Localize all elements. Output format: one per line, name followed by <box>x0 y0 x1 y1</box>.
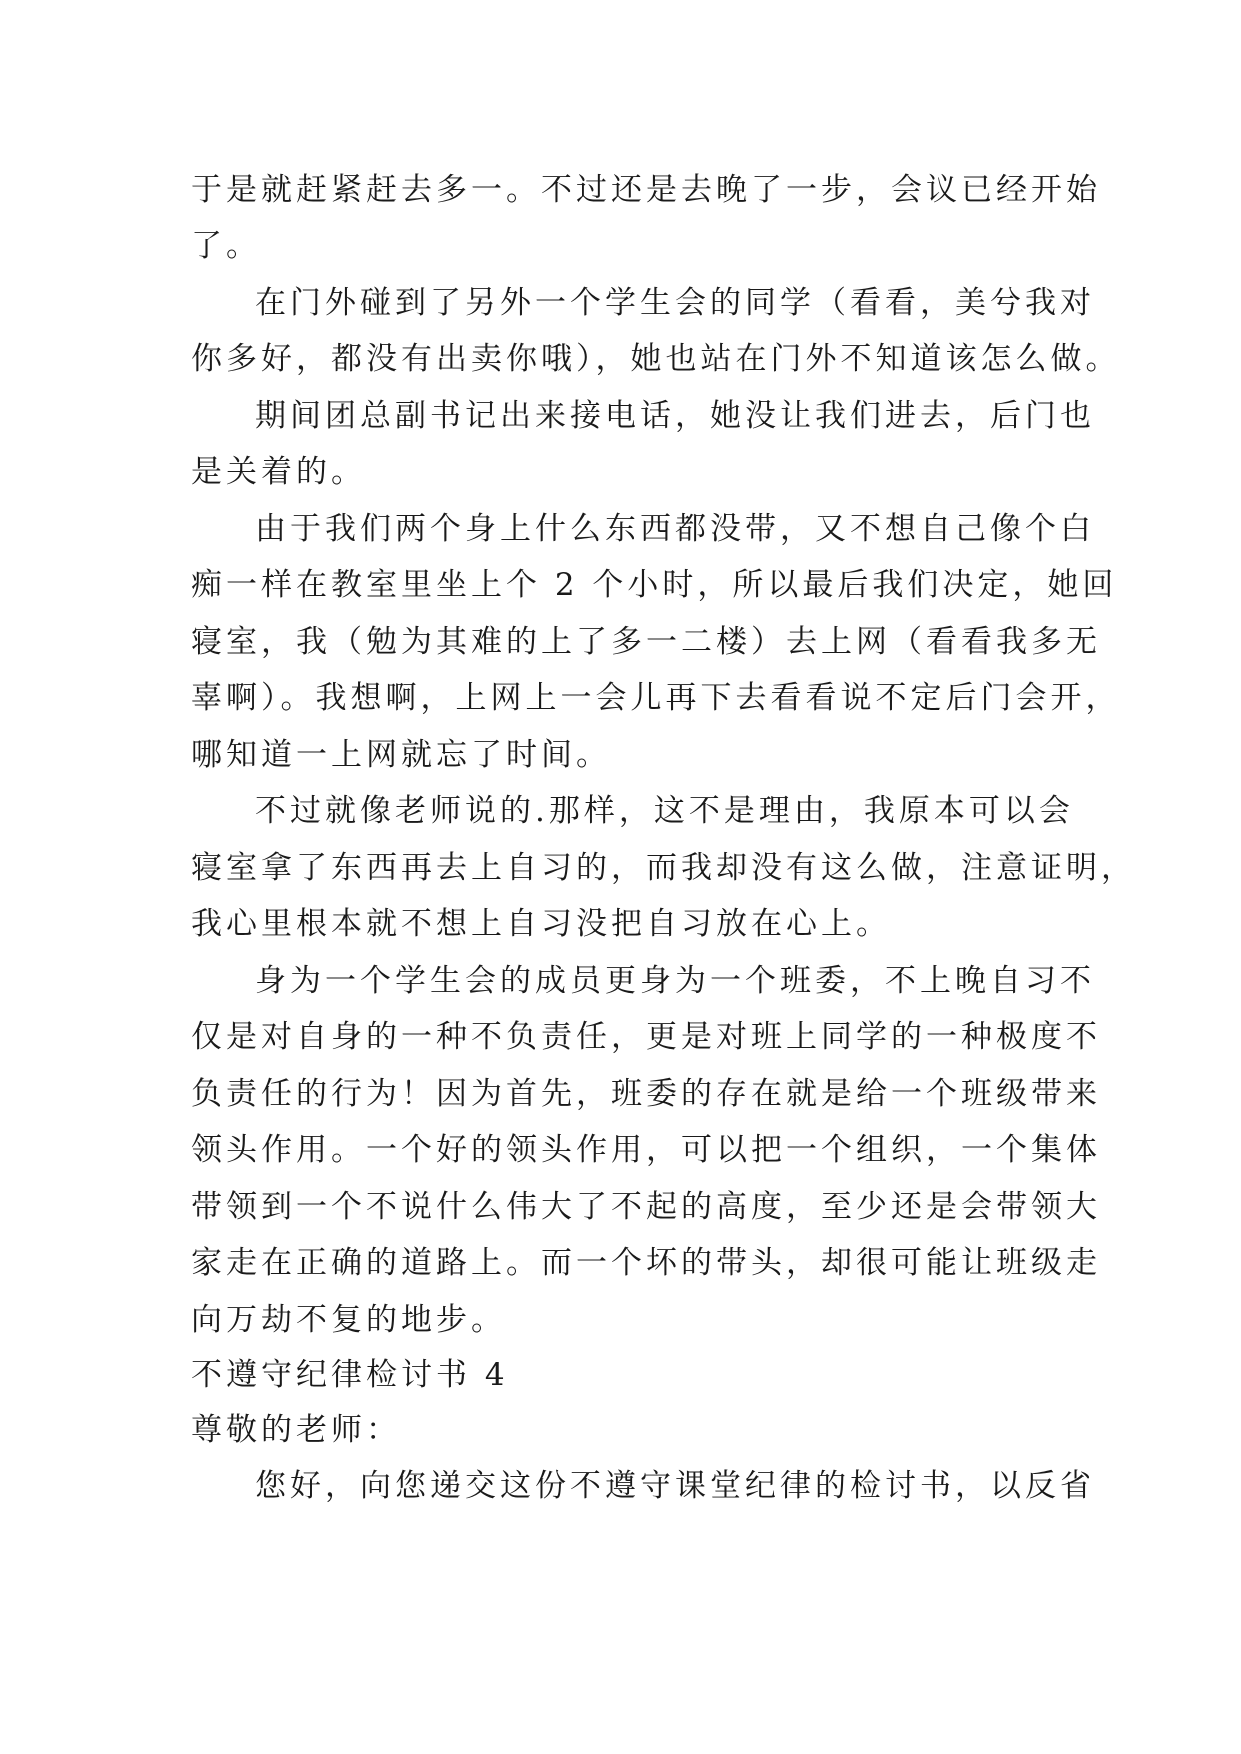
section-heading: 不遵守纪律检讨书 4 <box>191 1357 509 1393</box>
text-line: 向万劫不复的地步。 <box>191 1302 506 1338</box>
paragraph-first-line: 由于我们两个身上什么东西都没带，又不想自己像个白 <box>255 511 1095 547</box>
text-line: 仅是对自身的一种不负责任，更是对班上同学的一种极度不 <box>191 1019 1101 1055</box>
text-line: 我心里根本就不想上自习没把自习放在心上。 <box>191 906 891 942</box>
text-line: 了。 <box>191 228 261 264</box>
paragraph-first-line: 在门外碰到了另外一个学生会的同学（看看，美兮我对 <box>255 285 1095 321</box>
paragraph-first-line: 您好，向您递交这份不遵守课堂纪律的检讨书，以反省 <box>255 1468 1095 1504</box>
text-line: 家走在正确的道路上。而一个坏的带头，却很可能让班级走 <box>191 1245 1101 1281</box>
text-line: 领头作用。一个好的领头作用，可以把一个组织，一个集体 <box>191 1132 1101 1168</box>
text-line: 寝室拿了东西再去上自习的，而我却没有这么做，注意证明， <box>191 850 1136 886</box>
text-line: 带领到一个不说什么伟大了不起的高度，至少还是会带领大 <box>191 1189 1101 1225</box>
text-line: 于是就赶紧赶去多一。不过还是去晚了一步，会议已经开始 <box>191 172 1101 208</box>
paragraph-first-line: 期间团总副书记出来接电话，她没让我们进去，后门也 <box>255 398 1095 434</box>
salutation: 尊敬的老师： <box>191 1412 401 1448</box>
text-line: 辜啊）。我想啊，上网上一会儿再下去看看说不定后门会开， <box>191 680 1121 716</box>
text-line: 痴一样在教室里坐上个 2 个小时，所以最后我们决定，她回 <box>191 567 1118 603</box>
paragraph-first-line: 身为一个学生会的成员更身为一个班委，不上晚自习不 <box>255 963 1095 999</box>
paragraph-first-line: 不过就像老师说的.那样，这不是理由，我原本可以会 <box>255 793 1074 829</box>
text-line: 是关着的。 <box>191 454 366 490</box>
text-line: 哪知道一上网就忘了时间。 <box>191 737 611 773</box>
text-line: 寝室，我（勉为其难的上了多一二楼）去上网（看看我多无 <box>191 624 1101 660</box>
text-line: 你多好，都没有出卖你哦），她也站在门外不知道该怎么做。 <box>191 341 1121 377</box>
text-line: 负责任的行为！因为首先，班委的存在就是给一个班级带来 <box>191 1076 1101 1112</box>
